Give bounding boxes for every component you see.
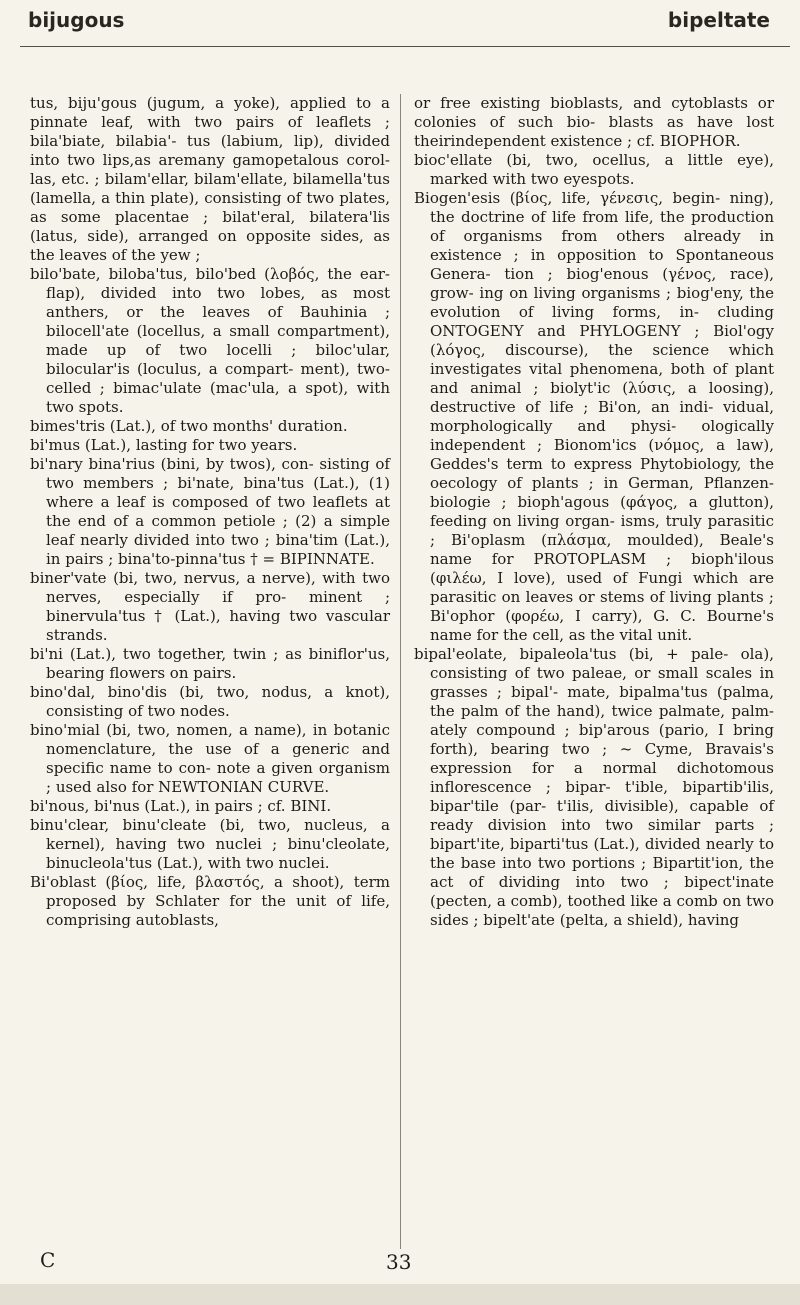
entry-paragraph: binu'clear, binu'cleate (bi, two, nucleus, a kernel), having two nuclei ; binu'cleolate, binucleola'tus (Lat.), with two nuclei. — [30, 816, 390, 872]
entry-paragraph: or free existing bioblasts, and cytoblasts or colonies of such bio- blasts as have lost theirindependent existence ; cf. BIOPHOR. — [414, 94, 774, 150]
entry-paragraph: bi'nary bina'rius (bini, by twos), con- sisting of two members ; bi'nate, bina'tus (Lat.), (1) where a leaf is composed of two leaflets at the end of a common petiole ; (2) a simple leaf nearly divided into two ; bina'tim (Lat.), in pairs ; bina'to-pinna'tus † = BIPINNATE. — [30, 455, 390, 568]
entry-paragraph: Bi'oblast (βίος, life, βλαστός, a shoot), term proposed by Schlater for the unit of life, comprising autoblasts, — [30, 873, 390, 929]
entry-paragraph: bi'ni (Lat.), two together, twin ; as biniflor'us, bearing flowers on pairs. — [30, 645, 390, 682]
header-right-guide-word: bipeltate — [667, 8, 770, 32]
entry-paragraph: bimes'tris (Lat.), of two months' duration. — [30, 417, 348, 435]
entry-paragraph: bioc'ellate (bi, two, ocellus, a little eye), marked with two eyespots. — [414, 151, 774, 188]
signature-mark: C — [40, 1248, 56, 1272]
header-left-guide-word: bijugous — [28, 8, 125, 32]
header-rule — [20, 46, 790, 47]
entry-paragraph: bi'mus (Lat.), lasting for two years. — [30, 436, 298, 454]
page-bottom-edge — [0, 1284, 800, 1305]
entry-paragraph: tus, biju'gous (jugum, a yoke), applied to a pinnate leaf, with two pairs of leaflets ; bila'biate, bilabia'- tus (labium, lip), divided into two lips,as aremany gamopetalous corol- las, etc. ; bilam'ellar, bilam'ellate, bilamella'tus (lamella, a thin plate), consisting of two plates, as some placentae ; bilat'eral, bilatera'lis (latus, side), arranged on opposite sides, as the leaves of the yew ; — [30, 94, 390, 264]
column-divider — [400, 94, 401, 1249]
page-number: 33 — [386, 1250, 412, 1274]
entry-paragraph: bilo'bate, biloba'tus, bilo'bed (λοβός, the ear-flap), divided into two lobes, as most anthers, or the leaves of Bauhinia ; bilocell'ate (locellus, a small compartment), made up of two locelli ; biloc'ular, bilocular'is (loculus, a compart- ment), two-celled ; bimac'ulate (mac'ula, a spot), with two spots. — [30, 265, 390, 416]
entry-paragraph: Biogen'esis (βίος, life, γένεσις, begin- ning), the doctrine of life from life, the production of organisms from others already in existence ; in opposition to Spontaneous Genera- tion ; biog'enous (γένος, race), grow- ing on living organisms ; biog'eny, the evolution of living forms, in- cluding ONTOGENY and PHYLOGENY ; Biol'ogy (λόγος, discourse), the science which investigates vital phenomena, both of plant and animal ; biolyt'ic (λύσις, a loosing), destructive of life ; Bi'on, an indi- vidual, morphologically and physi- ologically independent ; Bionom'ics (νόμος, a law), Geddes's term to express Phytobiology, the oecology of plants ; in German, Pflanzen- biologie ; bioph'agous (φάγος, a glutton), feeding on living organ- isms, truly parasitic ; Bi'oplasm (πλάσμα, moulded), Beale's name for PROTOPLASM ; bioph'ilous (φιλέω, I love), used of Fungi which are parasitic on leaves or stems of living plants ; Bi'ophor (φορέω, I carry), G. C. Bourne's name for the cell, as the vital unit. — [414, 189, 774, 644]
left-column — [30, 94, 390, 930]
right-column — [414, 94, 774, 930]
entry-paragraph: biner'vate (bi, two, nervus, a nerve), with two nerves, especially if pro- minent ; binervula'tus † (Lat.), having two vascular strands. — [30, 569, 390, 644]
entry-paragraph: bipal'eolate, bipaleola'tus (bi, + pale- ola), consisting of two paleae, or small scales in grasses ; bipal'- mate, bipalma'tus (palma, the palm of the hand), twice palmate, palm- ately compound ; bip'arous (pario, I bring forth), bearing two ; ~ Cyme, Bravais's expression for a normal dichotomous inflorescence ; bipar- t'ible, bipartib'ilis, bipar'tile (par- t'ilis, divisible), capable of ready division into two similar parts ; bipart'ite, biparti'tus (Lat.), divided nearly to the base into two portions ; Bipartit'ion, the act of dividing into two ; bipect'inate (pecten, a comb), toothed like a comb on two sides ; bipelt'ate (pelta, a shield), having — [414, 645, 774, 929]
entry-paragraph: bino'dal, bino'dis (bi, two, nodus, a knot), consisting of two nodes. — [30, 683, 390, 720]
entry-paragraph: bi'nous, bi'nus (Lat.), in pairs ; cf. BINI. — [30, 797, 332, 815]
entry-paragraph: bino'mial (bi, two, nomen, a name), in botanic nomenclature, the use of a generic and specific name to con- note a given organism ; used also for NEWTONIAN CURVE. — [30, 721, 390, 796]
page-header — [0, 0, 800, 88]
